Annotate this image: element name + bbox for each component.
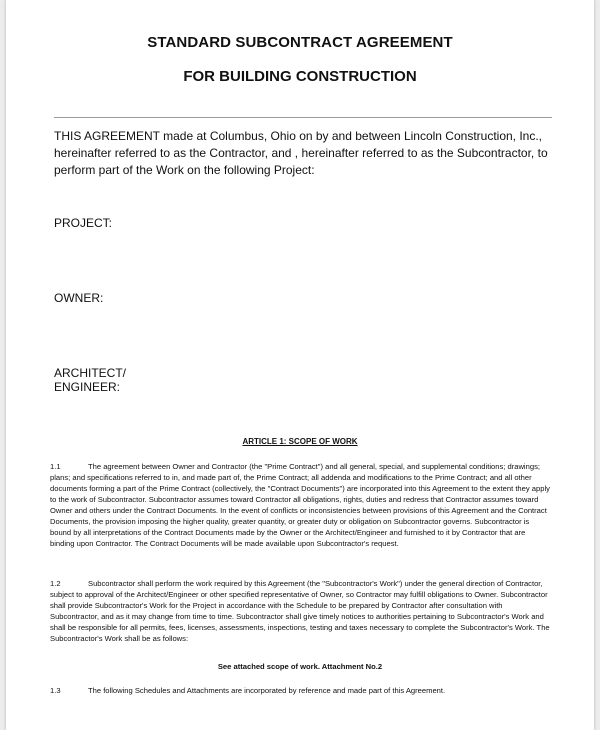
architect-label-line1: ARCHITECT/ (54, 366, 126, 380)
section-1-3 (50, 685, 550, 696)
article-1-heading: ARTICLE 1: SCOPE OF WORK (242, 437, 358, 446)
project-label: PROJECT: (54, 216, 113, 230)
document-title-line1: STANDARD SUBCONTRACT AGREEMENT (147, 34, 453, 51)
section-1-2-number: 1.2 (50, 579, 61, 588)
section-1-3-number: 1.3 (50, 686, 61, 695)
section-1-3-text: The following Schedules and Attachments are incorporated by reference and made part of this Agreement. (88, 686, 446, 695)
document-page (6, 0, 594, 730)
intro-paragraph: THIS AGREEMENT made at Columbus, Ohio on by and between Lincoln Construction, Inc., hereinafter referred to as the Contractor, and , hereinafter referred to as the Subcontractor, to perform part of the Work on the following Project: (54, 129, 548, 177)
attachment-note: See attached scope of work. Attachment No.2 (217, 662, 383, 671)
section-1-1-text: The agreement between Owner and Contractor (the "Prime Contract") and all general, special, and supplemental conditions; drawings; plans; and specifications referred to in, and made part of, the Prime Contract; all addenda and modifications to the Prime Contract; and all other documents forming a part of the Prime Contract (collectively, the "Contract Documents") are incorporated into this Agreement to the extent they apply to the work of Subcontractor. Subcontractor assumes toward Contractor all obligations, rights, duties and redress that Contractor assumes toward Owner and others under the Contract Documents. In the event of conflicts or inconsistencies between provisions of this Agreement and the Contract Documents, the provision imposing the higher quality, greater quantity, or greater duty or obligation on Subcontractor governs. Subcontractor is bound by all interpretations of the Contract Documents made by the Owner or the Architect/Engineer and furnished to it by Contractor that are binding upon Contractor. The Contract Documents will be made available upon Subcontractor's request. (50, 462, 550, 548)
section-1-1-number: 1.1 (50, 462, 61, 471)
owner-label: OWNER: (54, 291, 104, 305)
section-1-2 (50, 578, 550, 644)
document-title-line2: FOR BUILDING CONSTRUCTION (183, 68, 417, 85)
section-1-2-text: Subcontractor shall perform the work required by this Agreement (the "Subcontractor's Work") under the general direction of Contractor, subject to approval of the Architect/Engineer or other specified representative of Owner, so Contractor may fulfill obligations to Owner. Subcontractor shall provide Subcontractor's Work for the Project in accordance with the Schedule to be prepared by Contractor after consultation with Subcontractor, and as it may change from time to time. Subcontractor shall give timely notices to authorities pertaining to Subcontractor's Work and shall be responsible for all permits, fees, licenses, assessments, inspections, testing and taxes necessary to complete the Subcontractor's Work. The Subcontractor's Work shall be as follows: (50, 579, 550, 643)
section-1-1 (50, 461, 550, 549)
architect-label-line2: ENGINEER: (54, 380, 121, 394)
title-divider (54, 117, 552, 118)
